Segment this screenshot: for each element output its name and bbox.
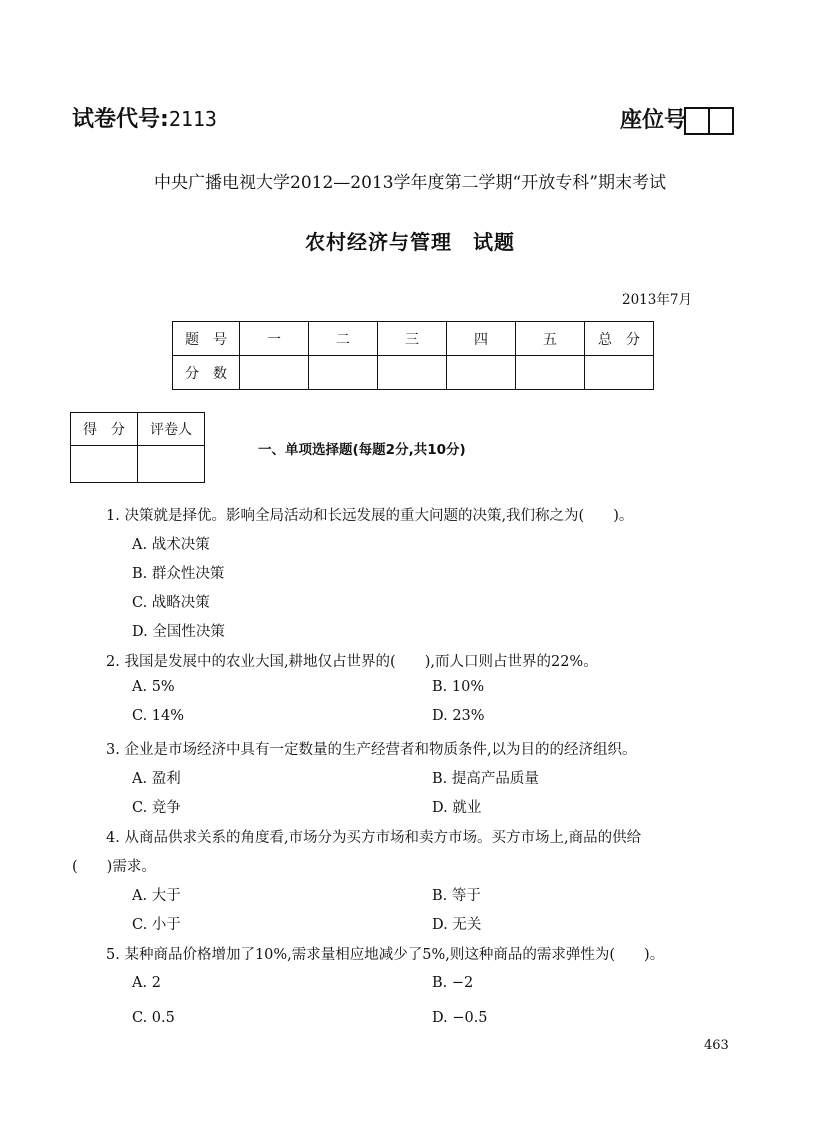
section-1-title: 一、单项选择题(每题2分,共10分) bbox=[258, 442, 466, 458]
seat-number bbox=[620, 103, 734, 135]
q1-option-d: D. 全国性决策 bbox=[132, 624, 225, 640]
exam-date: 2013年7月 bbox=[622, 292, 692, 308]
page-title: 农村经济与管理 试题 bbox=[305, 230, 515, 254]
grader-score-label: 得 分 bbox=[71, 413, 138, 446]
score-cell-3[interactable] bbox=[378, 356, 447, 390]
seat-box-2[interactable] bbox=[708, 107, 734, 135]
page-number: 463 bbox=[704, 1038, 729, 1053]
q5-option-b: B. −2 bbox=[432, 975, 474, 991]
score-table-row-label: 题 号 bbox=[173, 322, 240, 356]
score-table-score-row bbox=[173, 356, 654, 390]
grader-table bbox=[70, 412, 205, 483]
score-col-3: 三 bbox=[378, 322, 447, 356]
score-col-total: 总 分 bbox=[585, 322, 654, 356]
question-1: 1. 决策就是择优。影响全局活动和长远发展的重大问题的决策,我们称之为( )。 bbox=[106, 508, 634, 524]
score-col-2: 二 bbox=[309, 322, 378, 356]
score-col-4: 四 bbox=[447, 322, 516, 356]
q4-option-a: A. 大于 bbox=[132, 888, 181, 904]
q2-option-b: B. 10% bbox=[432, 679, 485, 695]
grader-name-cell[interactable] bbox=[138, 446, 205, 483]
score-cell-4[interactable] bbox=[447, 356, 516, 390]
q3-option-b: B. 提高产品质量 bbox=[432, 771, 539, 787]
score-row-label: 分 数 bbox=[173, 356, 240, 390]
seat-number-label: 座位号 bbox=[620, 108, 687, 133]
score-cell-2[interactable] bbox=[309, 356, 378, 390]
q5-option-c: C. 0.5 bbox=[132, 1010, 175, 1026]
q4-option-b: B. 等于 bbox=[432, 888, 481, 904]
q5-option-d: D. −0.5 bbox=[432, 1010, 488, 1026]
exam-subtitle: 中央广播电视大学2012—2013学年度第二学期“开放专科”期末考试 bbox=[154, 173, 666, 193]
question-2: 2. 我国是发展中的农业大国,耕地仅占世界的( ),而人口则占世界的22%。 bbox=[106, 654, 598, 670]
q3-option-d: D. 就业 bbox=[432, 800, 482, 816]
score-table-header-row bbox=[173, 322, 654, 356]
score-table bbox=[172, 321, 654, 390]
score-col-5: 五 bbox=[516, 322, 585, 356]
exam-code bbox=[72, 102, 217, 133]
q5-option-a: A. 2 bbox=[132, 975, 161, 991]
score-cell-1[interactable] bbox=[240, 356, 309, 390]
q2-option-a: A. 5% bbox=[132, 679, 175, 695]
q3-option-a: A. 盈利 bbox=[132, 771, 181, 787]
q3-option-c: C. 竞争 bbox=[132, 800, 181, 816]
score-cell-5[interactable] bbox=[516, 356, 585, 390]
question-4: 4. 从商品供求关系的角度看,市场分为买方市场和卖方市场。买方市场上,商品的供给 bbox=[106, 830, 642, 846]
exam-code-label: 试卷代号: bbox=[72, 107, 169, 132]
question-5: 5. 某种商品价格增加了10%,需求量相应地减少了5%,则这种商品的需求弹性为( )。 bbox=[106, 947, 665, 963]
score-cell-total[interactable] bbox=[585, 356, 654, 390]
q1-option-a: A. 战术决策 bbox=[132, 537, 210, 553]
question-3: 3. 企业是市场经济中具有一定数量的生产经营者和物质条件,以为目的的经济组织。 bbox=[106, 742, 637, 758]
seat-box-1[interactable] bbox=[684, 107, 710, 135]
q1-option-b: B. 群众性决策 bbox=[132, 566, 225, 582]
q2-option-d: D. 23% bbox=[432, 708, 485, 724]
q1-option-c: C. 战略决策 bbox=[132, 595, 210, 611]
grader-score-cell[interactable] bbox=[71, 446, 138, 483]
q4-option-c: C. 小于 bbox=[132, 917, 181, 933]
q4-option-d: D. 无关 bbox=[432, 917, 482, 933]
grader-name-label: 评卷人 bbox=[138, 413, 205, 446]
question-4-line-2: ( )需求。 bbox=[72, 859, 156, 875]
score-col-1: 一 bbox=[240, 322, 309, 356]
exam-code-value: 2113 bbox=[168, 107, 217, 131]
q2-option-c: C. 14% bbox=[132, 708, 185, 724]
